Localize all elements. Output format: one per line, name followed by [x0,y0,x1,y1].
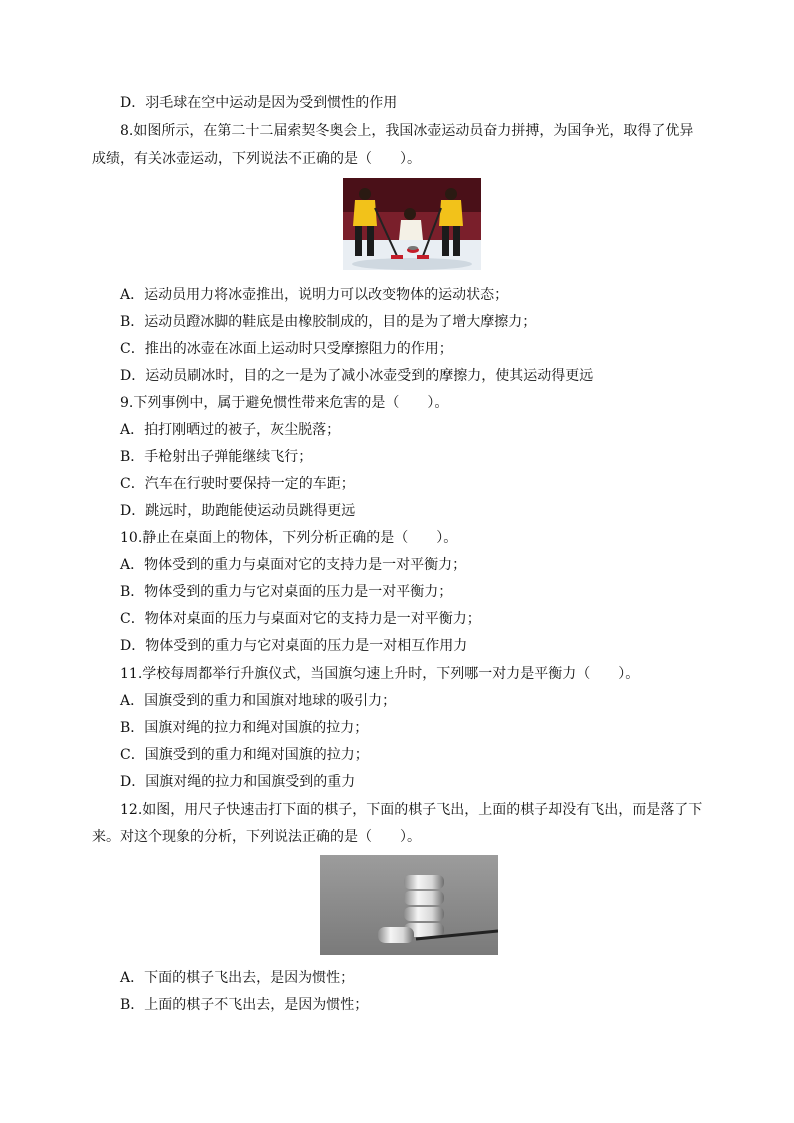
q7-option-d: D．羽毛球在空中运动是因为受到惯性的作用 [120,95,398,111]
q9-option-b: B．手枪射出子弹能继续飞行； [120,449,313,465]
q11-stem: 11.学校每周都举行升旗仪式，当国旗匀速上升时，下列哪一对力是平衡力（ ）。 [120,666,640,682]
q10-option-a: A．物体受到的重力与桌面对它的支持力是一对平衡力； [120,557,467,573]
q8-stem-line2: 成绩，有关冰壶运动，下列说法不正确的是（ ）。 [92,151,421,167]
q8-option-d: D．运动员刷冰时，目的之一是为了减小冰壶受到的摩擦力，使其运动得更远 [120,368,594,384]
q9-option-a: A．拍打刚晒过的被子，灰尘脱落； [120,422,341,438]
q10-option-b: B．物体受到的重力与它对桌面的压力是一对平衡力； [120,584,453,600]
q10-option-c: C．物体对桌面的压力与桌面对它的支持力是一对平衡力； [120,611,481,627]
q8-option-a: A．运动员用力将冰壶推出，说明力可以改变物体的运动状态； [120,287,509,303]
q10-stem: 10.静止在桌面上的物体，下列分析正确的是（ ）。 [120,530,458,546]
chess-pieces-photo [320,855,498,955]
curling-photo [343,178,481,270]
q12-stem-line1: 12.如图，用尺子快速击打下面的棋子，下面的棋子飞出，上面的棋子却没有飞出，而是落了下 [120,802,703,818]
q12-stem-line2: 来。对这个现象的分析，下列说法正确的是（ ）。 [92,829,421,845]
q9-stem: 9.下列事例中，属于避免惯性带来危害的是（ ）。 [120,395,449,411]
q11-option-c: C．国旗受到的重力和绳对国旗的拉力； [120,747,369,763]
q10-option-d: D．物体受到的重力与它对桌面的压力是一对相互作用力 [120,638,468,654]
q8-stem-line1: 8.如图所示，在第二十二届索契冬奥会上，我国冰壶运动员奋力拼搏，为国争光，取得了优异 [120,123,694,139]
q8-option-c: C．推出的冰壶在冰面上运动时只受摩擦阻力的作用； [120,341,453,357]
q8-option-b: B．运动员蹬冰脚的鞋底是由橡胶制成的，目的是为了增大摩擦力； [120,314,537,330]
q9-option-c: C．汽车在行驶时要保持一定的车距； [120,476,355,492]
q11-option-b: B．国旗对绳的拉力和绳对国旗的拉力； [120,720,369,736]
q12-option-b: B．上面的棋子不飞出去，是因为惯性； [120,997,369,1013]
q11-option-a: A．国旗受到的重力和国旗对地球的吸引力； [120,693,397,709]
q11-option-d: D．国旗对绳的拉力和国旗受到的重力 [120,774,356,790]
q9-option-d: D．跳远时，助跑能使运动员跳得更远 [120,503,356,519]
q12-option-a: A．下面的棋子飞出去，是因为惯性； [120,970,355,986]
